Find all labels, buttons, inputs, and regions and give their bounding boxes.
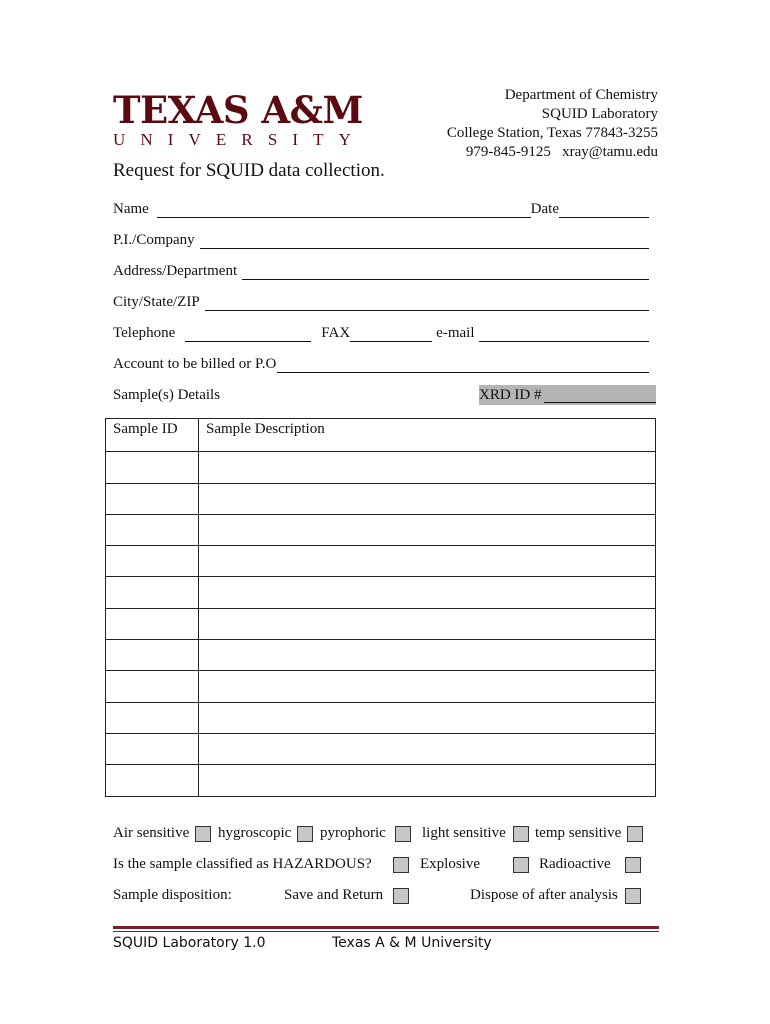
table-row bbox=[106, 671, 656, 702]
sample-description-cell[interactable] bbox=[199, 577, 656, 608]
name-row bbox=[113, 198, 649, 218]
sample-id-cell[interactable] bbox=[106, 577, 199, 608]
city-label: City/State/ZIP bbox=[113, 294, 200, 310]
sample-description-cell[interactable] bbox=[199, 733, 656, 764]
samples-table bbox=[105, 418, 656, 797]
footer-rule-thin bbox=[113, 931, 659, 932]
temp-sensitive-checkbox[interactable] bbox=[627, 826, 643, 842]
table-row bbox=[106, 608, 656, 639]
sample-description-cell[interactable] bbox=[199, 452, 656, 483]
logo-letter: S bbox=[267, 130, 278, 149]
col-sample-id: Sample ID bbox=[106, 419, 199, 452]
xrd-id-label: XRD ID # bbox=[479, 386, 542, 403]
logo-letter: U bbox=[113, 130, 126, 149]
pi-company-label: P.I./Company bbox=[113, 232, 195, 248]
sample-id-cell[interactable] bbox=[106, 514, 199, 545]
explosive-label: Explosive bbox=[420, 856, 480, 872]
sample-id-cell[interactable] bbox=[106, 608, 199, 639]
pi-company-field[interactable] bbox=[200, 234, 649, 249]
logo-letter: Y bbox=[338, 130, 351, 149]
logo-letter: T bbox=[313, 130, 324, 149]
pi-company-row bbox=[113, 229, 649, 249]
sample-description-cell[interactable] bbox=[199, 546, 656, 577]
sample-id-cell[interactable] bbox=[106, 671, 199, 702]
logo-letter: E bbox=[215, 130, 227, 149]
sample-id-cell[interactable] bbox=[106, 765, 199, 796]
radioactive-checkbox[interactable] bbox=[625, 857, 641, 873]
form-title: Request for SQUID data collection. bbox=[113, 160, 385, 181]
footer-university: Texas A & M University bbox=[332, 935, 492, 951]
logo-letter: N bbox=[140, 130, 153, 149]
account-label: Account to be billed or P.O bbox=[113, 356, 277, 372]
table-row bbox=[106, 702, 656, 733]
hygroscopic-label: hygroscopic bbox=[218, 825, 292, 841]
sample-id-cell[interactable] bbox=[106, 546, 199, 577]
logo-letter: R bbox=[241, 130, 253, 149]
temp-sensitive-label: temp sensitive bbox=[535, 825, 622, 841]
footer-rule bbox=[113, 926, 659, 929]
table-row bbox=[106, 546, 656, 577]
telephone-label: Telephone bbox=[113, 325, 176, 341]
name-label: Name bbox=[113, 201, 149, 217]
hygroscopic-checkbox[interactable] bbox=[297, 826, 313, 842]
sample-description-cell[interactable] bbox=[199, 514, 656, 545]
hazardous-question: Is the sample classified as HAZARDOUS? bbox=[113, 856, 372, 872]
light-sensitive-label: light sensitive bbox=[422, 825, 506, 841]
city-row bbox=[113, 291, 649, 311]
department-address bbox=[447, 86, 658, 162]
logo-letter: V bbox=[188, 130, 201, 149]
dept-line-4: 979-845-9125 xray@tamu.edu bbox=[465, 144, 658, 160]
date-label: Date bbox=[530, 201, 559, 217]
sample-description-cell[interactable] bbox=[199, 483, 656, 514]
texas-am-logo bbox=[113, 88, 364, 150]
logo-letter: I bbox=[292, 130, 299, 149]
sample-id-cell[interactable] bbox=[106, 452, 199, 483]
telephone-field[interactable] bbox=[185, 327, 311, 342]
name-field[interactable] bbox=[157, 203, 531, 218]
date-field[interactable] bbox=[559, 203, 649, 218]
air-sensitive-checkbox[interactable] bbox=[195, 826, 211, 842]
table-header-row bbox=[106, 419, 656, 452]
sample-id-cell[interactable] bbox=[106, 483, 199, 514]
pyrophoric-label: pyrophoric bbox=[320, 825, 386, 841]
save-return-label: Save and Return bbox=[284, 887, 384, 903]
sample-details-label: Sample(s) Details bbox=[113, 387, 221, 403]
hazardous-checkbox[interactable] bbox=[393, 857, 409, 873]
address-field[interactable] bbox=[242, 265, 649, 280]
save-return-checkbox[interactable] bbox=[393, 888, 409, 904]
dispose-checkbox[interactable] bbox=[625, 888, 641, 904]
table-row bbox=[106, 483, 656, 514]
radioactive-label: Radioactive bbox=[539, 856, 611, 872]
sample-description-cell[interactable] bbox=[199, 640, 656, 671]
dept-line-1: Department of Chemistry bbox=[504, 87, 658, 103]
xrd-id-field[interactable] bbox=[544, 388, 657, 403]
light-sensitive-checkbox[interactable] bbox=[513, 826, 529, 842]
account-field[interactable] bbox=[277, 358, 649, 373]
sample-description-cell[interactable] bbox=[199, 765, 656, 796]
table-row bbox=[106, 514, 656, 545]
table-row bbox=[106, 577, 656, 608]
dispose-label: Dispose of after analysis bbox=[470, 887, 618, 903]
disposition-label: Sample disposition: bbox=[113, 887, 232, 903]
xrd-id-box bbox=[479, 385, 656, 405]
city-field[interactable] bbox=[205, 296, 649, 311]
pyrophoric-checkbox[interactable] bbox=[395, 826, 411, 842]
dept-line-3: College Station, Texas 77843-3255 bbox=[446, 125, 658, 141]
explosive-checkbox[interactable] bbox=[513, 857, 529, 873]
logo-letter: I bbox=[167, 130, 174, 149]
fax-field[interactable] bbox=[350, 327, 432, 342]
table-row bbox=[106, 733, 656, 764]
col-sample-description: Sample Description bbox=[199, 419, 656, 452]
email-label: e-mail bbox=[436, 325, 475, 341]
email-field[interactable] bbox=[479, 327, 650, 342]
table-row bbox=[106, 765, 656, 796]
logo-university bbox=[113, 130, 351, 150]
sample-description-cell[interactable] bbox=[199, 702, 656, 733]
sample-description-cell[interactable] bbox=[199, 671, 656, 702]
account-row bbox=[113, 353, 649, 373]
footer-version: SQUID Laboratory 1.0 bbox=[113, 935, 266, 951]
sample-id-cell[interactable] bbox=[106, 640, 199, 671]
dept-line-2: SQUID Laboratory bbox=[541, 106, 658, 122]
sample-id-cell[interactable] bbox=[106, 733, 199, 764]
table-row bbox=[106, 640, 656, 671]
logo-wordmark: TEXAS A&M bbox=[113, 88, 364, 132]
sample-id-cell[interactable] bbox=[106, 702, 199, 733]
sample-description-cell[interactable] bbox=[199, 608, 656, 639]
sample-details-row bbox=[113, 384, 413, 404]
address-label: Address/Department bbox=[113, 263, 238, 279]
air-sensitive-label: Air sensitive bbox=[113, 825, 190, 841]
contact-row bbox=[113, 322, 649, 342]
table-row bbox=[106, 452, 656, 483]
address-row bbox=[113, 260, 649, 280]
fax-label: FAX bbox=[321, 325, 351, 341]
